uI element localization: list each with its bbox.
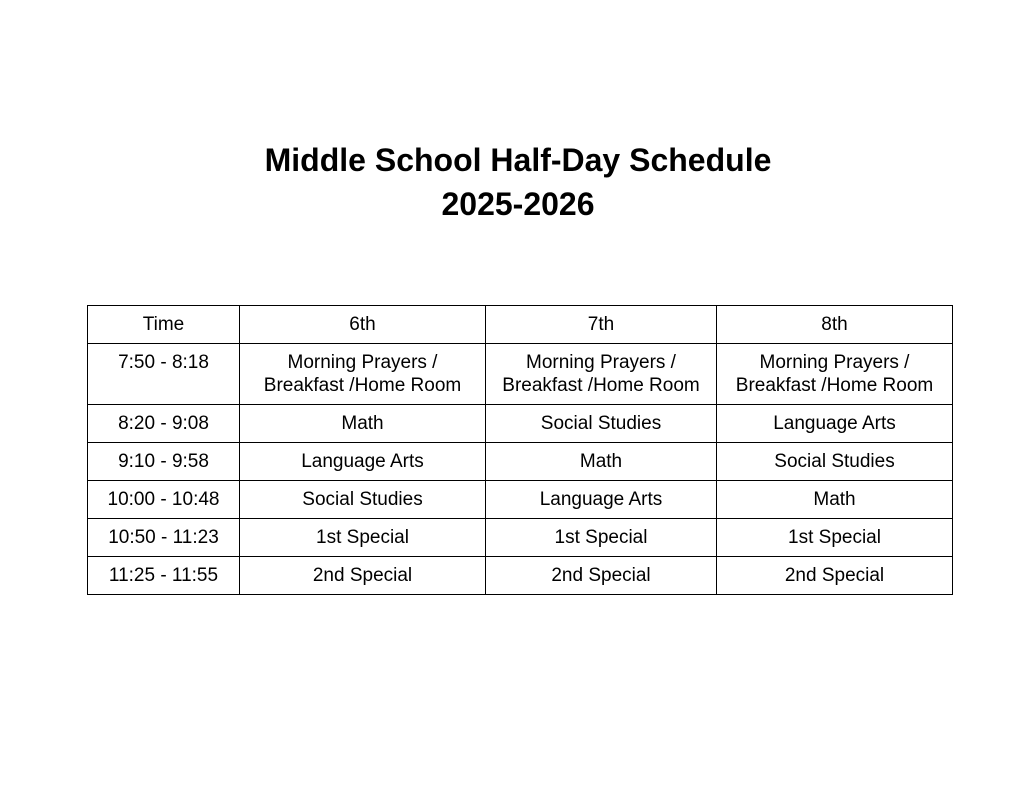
- header-6th: 6th: [240, 306, 486, 344]
- grade7-cell: Language Arts: [486, 481, 717, 519]
- grade6-cell: Language Arts: [240, 443, 486, 481]
- grade8-cell: [717, 344, 953, 405]
- grade8-cell: 2nd Special: [717, 557, 953, 595]
- header-8th: 8th: [717, 306, 953, 344]
- cell-line: Breakfast /Home Room: [735, 375, 934, 396]
- schedule-table: [87, 305, 953, 595]
- time-cell: 10:00 - 10:48: [88, 481, 240, 519]
- cell-line: Morning Prayers /: [287, 352, 438, 373]
- table-header-row: [88, 306, 953, 344]
- table-row: [88, 481, 953, 519]
- grade7-cell: 2nd Special: [486, 557, 717, 595]
- grade8-cell: Language Arts: [717, 405, 953, 443]
- grade6-cell: Social Studies: [240, 481, 486, 519]
- grade7-cell: [486, 344, 717, 405]
- table-row: [88, 443, 953, 481]
- grade6-cell: 2nd Special: [240, 557, 486, 595]
- grade8-cell: Math: [717, 481, 953, 519]
- grade8-cell: 1st Special: [717, 519, 953, 557]
- grade6-cell: 1st Special: [240, 519, 486, 557]
- cell-line: Morning Prayers /: [759, 352, 910, 373]
- table-row: [88, 344, 953, 405]
- cell-line: Morning Prayers /: [526, 352, 676, 373]
- grade8-cell: Social Studies: [717, 443, 953, 481]
- header-7th: 7th: [486, 306, 717, 344]
- title-line-1: Middle School Half-Day Schedule: [264, 142, 772, 178]
- table-row: [88, 519, 953, 557]
- grade7-cell: Social Studies: [486, 405, 717, 443]
- time-cell: 8:20 - 9:08: [88, 405, 240, 443]
- grade6-cell: [240, 344, 486, 405]
- grade7-cell: Math: [486, 443, 717, 481]
- time-cell: 11:25 - 11:55: [88, 557, 240, 595]
- table-row: [88, 405, 953, 443]
- page-title: [0, 138, 1036, 226]
- cell-line: Breakfast /Home Room: [502, 375, 700, 396]
- table-row: [88, 557, 953, 595]
- cell-line: Breakfast /Home Room: [263, 375, 462, 396]
- grade7-cell: 1st Special: [486, 519, 717, 557]
- title-line-2: 2025-2026: [441, 186, 595, 222]
- time-cell: 7:50 - 8:18: [88, 344, 240, 405]
- grade6-cell: Math: [240, 405, 486, 443]
- time-cell: 9:10 - 9:58: [88, 443, 240, 481]
- header-time: Time: [88, 306, 240, 344]
- time-cell: 10:50 - 11:23: [88, 519, 240, 557]
